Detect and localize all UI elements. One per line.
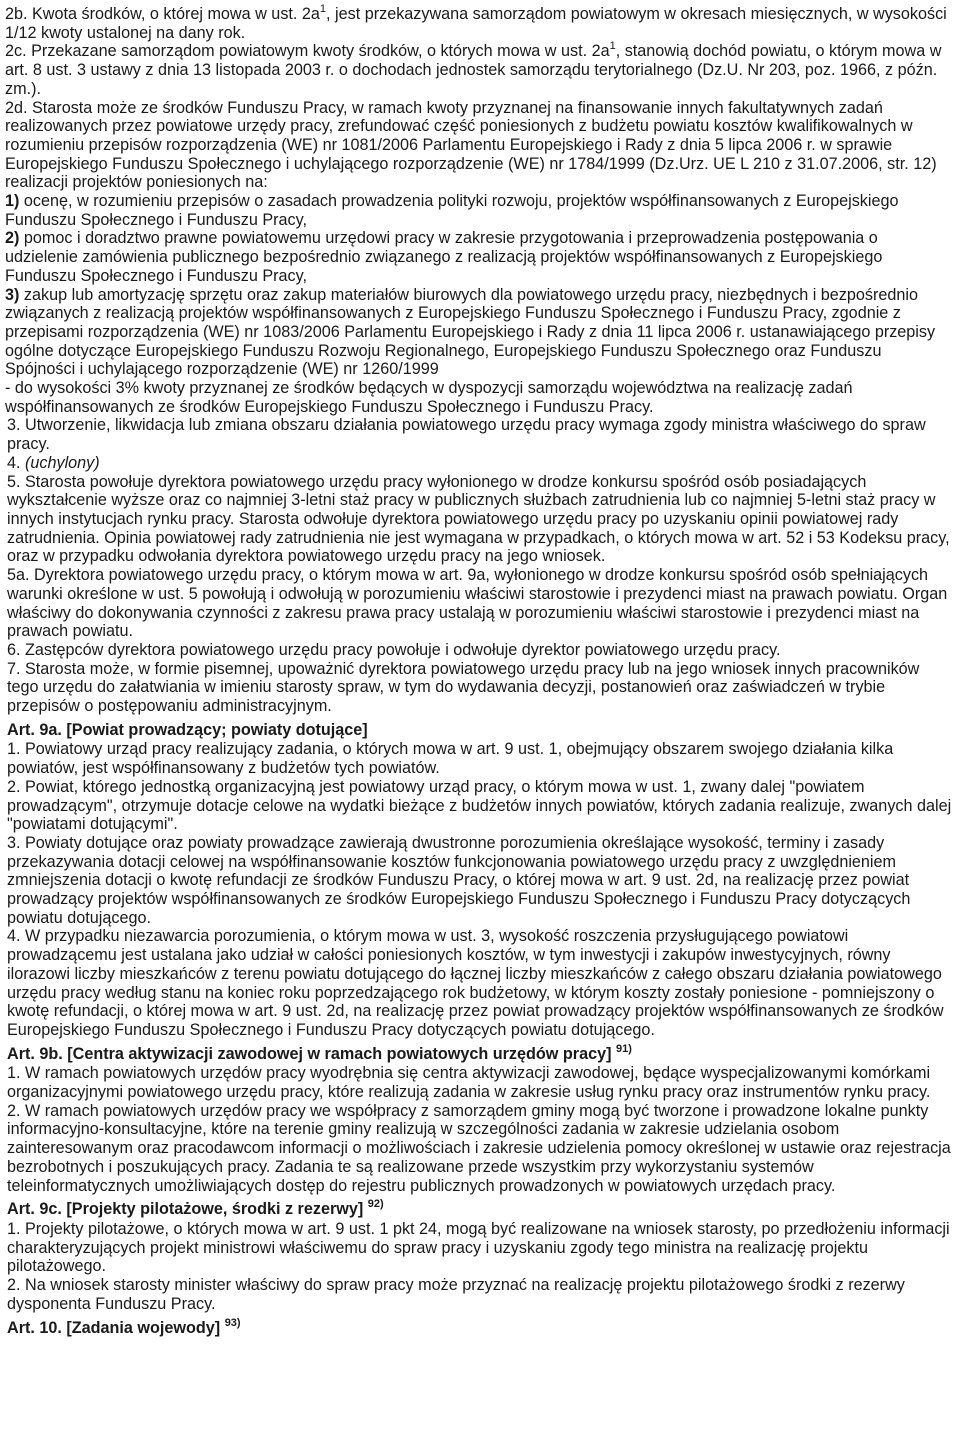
paragraph-6: 6. Zastępców dyrektora powiatowego urzędu pracy powołuje i odwołuje dyrektor powiatowego urzędu pracy. (7, 640, 781, 659)
superscript: 1 (609, 40, 616, 53)
superscript: 1 (319, 3, 327, 15)
article-9c-heading (5, 1197, 954, 1219)
article-10-heading (5, 1318, 954, 1337)
paragraph-2d-item-3 (5, 286, 954, 380)
paragraph-2d-item-2 (5, 229, 954, 285)
article-9b-heading (5, 1044, 954, 1063)
article-10-title: Art. 10. [Zadania wojewody] (7, 1318, 221, 1337)
item-text: zakup lub amortyzację sprzętu oraz zakup materiałów biurowych dla powiatowego urzędu pracy, niezbędnych i bezpośrednio związanych z realizacją projektów współfinansowanych z Europejskiego Funduszu Społecznego i Funduszu Pracy, zgodnie z przepisami rozporządzenia (WE) nr 1083/2006 Parlamentu Europejskiego i Rady z dnia 11 lipca 2006 r. ustanawiającego przepisy ogólne dotyczące Europejskiego Funduszu Rozwoju Regionalnego, Europejskiego Funduszu Społecznego oraz Funduszu Spójności i uchylającego rozporządzenie (WE) nr 1260/1999 (5, 285, 936, 379)
paragraph-2b-text: 2b. Kwota środków, o której mowa w ust. 2a (5, 5, 320, 23)
paragraph-5: 5. Starosta powołuje dyrektora powiatowego urzędu pracy wyłonionego w drodze konkursu spośród osób posiadających wykształcenie wyższe oraz co najmniej 3-letni staż pracy w publicznych służbach zatrudnienia lub co najmniej 5-letni staż pracy w innych instytucjach rynku pracy. Starosta odwołuje dyrektora powiatowego urzędu pracy po uzyskaniu opinii powiatowej rady zatrudnienia. Opinia powiatowej rady zatrudnienia nie jest wymagana w przypadkach, o których mowa w art. 52 i 53 Kodeksu pracy, oraz w przypadku odwołania dyrektora powiatowego urzędu pracy na jego wniosek. (7, 472, 950, 566)
article-9a-paragraph-3: 3. Powiaty dotujące oraz powiaty prowadzące zawierają dwustronne porozumienia określające wysokość, terminy i zasady przekazywania dotacji celowej na współfinansowanie kosztów funkcjonowania powiatowego urzędu pracy z uwzględnieniem zmniejszenia dotacji o kwotę refundacji ze środków Funduszu Pracy, o której mowa w art. 9 ust. 2d, na realizację przez powiat prowadzący projektów współfinansowanych ze środków Europejskiego Funduszu Społecznego i Funduszu Pracy dotyczących powiatu dotującego. (7, 833, 911, 927)
item-number: 1) (5, 192, 20, 211)
article-9b-paragraph-1: 1. W ramach powiatowych urzędów pracy wyodrębnia się centra aktywizacji zawodowej, będące wyspecjalizowanymi komórkami organizacyjnymi powiatowego urzędu pracy, które realizują zadania w zakresie usług rynku pracy oraz instrumentów rynku pracy. (7, 1064, 931, 1102)
article-9c-paragraph-2: 2. Na wniosek starosty minister właściwy do spraw pracy może przyznać na realizację projektu pilotażowego środki z rezerwy dysponenta Funduszu Pracy. (7, 1276, 905, 1313)
paragraph-2c (5, 42, 954, 98)
article-9c-title: Art. 9c. [Projekty pilotażowe, środki z rezerwy] (7, 1199, 364, 1219)
article-9a-heading: Art. 9a. [Powiat prowadzący; powiaty dotujące] (7, 720, 368, 740)
footnote-ref: 91) (615, 1042, 632, 1055)
paragraph-3: 3. Utworzenie, likwidacja lub zmiana obszaru działania powiatowego urzędu pracy wymaga zgody ministra właściwego do spraw pracy. (7, 416, 926, 454)
paragraph-2d-tail: - do wysokości 3% kwoty przyznanej ze środków będących w dyspozycji samorządu województwa na realizację zadań współfinansowanych ze środków Europejskiego Funduszu Społecznego i Funduszu Pracy. (5, 379, 853, 416)
item-text: pomoc i doradztwo prawne powiatowemu urzędowi pracy w zakresie przygotowania i przeprowadzenia postępowania o udzielenie zamówienia publicznego bezpośrednio związanego z realizacją projektów współfinansowanych z Europejskiego Funduszu Społecznego i Funduszu Pracy, (5, 229, 883, 285)
paragraph-2b (5, 5, 954, 42)
paragraph-7: 7. Starosta może, w formie pisemnej, upoważnić dyrektora powiatowego urzędu pracy lub na jego wniosek innych pracowników tego urzędu do załatwiania w imieniu starosty spraw, w tym do wydawania decyzji, postanowień oraz zaświadczeń w trybie przepisów o postępowaniu administracyjnym. (7, 659, 920, 716)
article-9c-paragraph-1: 1. Projekty pilotażowe, o których mowa w art. 9 ust. 1 pkt 24, mogą być realizowane na wniosek starosty, po przedłożeniu informacji charakteryzujących projekt ministrowi właściwemu do spraw pracy i uzyskaniu zgody tego ministra na realizację projektu pilotażowego. (7, 1220, 950, 1276)
footnote-ref: 93) (224, 1316, 241, 1329)
item-number: 2) (5, 229, 20, 248)
paragraph-4 (5, 454, 954, 473)
footnote-ref: 92) (367, 1197, 384, 1211)
paragraph-2d-item-1 (5, 192, 954, 229)
article-9a-paragraph-4: 4. W przypadku niezawarcia porozumienia, o którym mowa w ust. 3, wysokość roszczenia przysługującego powiatowi prowadzącemu jest ustalana jako udział w całości poniesionych kosztów, w tym inwestycji i zakupów inwestycyjnych, równy ilorazowi liczby mieszkańców z terenu powiatu dotującego do łącznej liczby mieszkańców z całego obszaru działania powiatowego urzędu pracy według stanu na koniec roku poprzedzającego rok budżetowy, w którym koszty zostały poniesione - pomniejszony o kwotę refundacji, o której mowa w art. 9 ust. 2d, na realizację przez powiat prowadzący projektów współfinansowanych ze środków Europejskiego Funduszu Społecznego i Funduszu Pracy dotyczących powiatu dotującego. (7, 927, 944, 1039)
paragraph-2d: 2d. Starosta może ze środków Funduszu Pracy, w ramach kwoty przyznanej na finansowanie innych fakultatywnych zadań realizowanych przez powiatowe urzędy pracy, zrefundować część poniesionych z budżetu powiatu kosztów kwalifikowalnych w rozumieniu przepisów rozporządzenia (WE) nr 1081/2006 Parlamentu Europejskiego i Rady z dnia 5 lipca 2006 r. w sprawie Europejskiego Funduszu Społecznego i uchylającego rozporządzenie (WE) nr 1784/1999 (Dz.Urz. UE L 210 z 31.07.2006, str. 12) realizacji projektów poniesionych na: (5, 98, 937, 192)
item-text: ocenę, w rozumieniu przepisów o zasadach prowadzenia polityki rozwoju, projektów współfinansowanych z Europejskiego Funduszu Społecznego i Funduszu Pracy, (5, 192, 899, 229)
article-9b-title: Art. 9b. [Centra aktywizacji zawodowej w ramach powiatowych urzędów pracy] (7, 1044, 612, 1064)
paragraph-5a: 5a. Dyrektora powiatowego urzędu pracy, o którym mowa w art. 9a, wyłonionego w drodze konkursu spośród osób spełniających warunki określone w ust. 5 powołują i odwołują w porozumieniu właściwi starostowie i prezydenci miast na prawach powiatu. Organ właściwy do dokonywania czynności z zakresu prawa pracy ustalają w porozumieniu właściwi starostowie i prezydenci miast na prawach powiatu. (7, 566, 948, 641)
paragraph-2b-text-cont: , jest przekazywana samorządom powiatowym w okresach miesięcznych, w wysokości 1/12 kwoty ustalonej na dany rok. (5, 5, 947, 42)
article-9a-paragraph-1: 1. Powiatowy urząd pracy realizujący zadania, o których mowa w art. 9 ust. 1, obejmujący obszarem swojego działania kilka powiatów, jest współfinansowany z budżetów tych powiatów. (7, 740, 894, 778)
paragraph-2c-text: 2c. Przekazane samorządom powiatowym kwoty środków, o których mowa w ust. 2a (5, 42, 610, 61)
paragraph-2c-text-cont: , stanowią dochód powiatu, o którym mowa w art. 8 ust. 3 ustawy z dnia 13 listopada 2003 r. o dochodach jednostek samorządu terytorialnego (Dz.U. Nr 203, poz. 1966, z późn. zm.). (5, 42, 942, 98)
item-number: 4. (7, 453, 25, 472)
article-9b-paragraph-2: 2. W ramach powiatowych urzędów pracy we współpracy z samorządem gminy mogą być tworzone i prowadzone lokalne punkty informacyjno-konsultacyjne, które na terenie gminy realizują w szczególności zadania w zakresie udzielania osobom zainteresowanym oraz pracodawcom informacji o możliwościach i zakresie udzielenia pomocy określonej w ustawie oraz rejestracja bezrobotnych i poszukujących pracy. Zadania te są realizowane przede wszystkim przy wykorzystaniu systemów teleinformatycznych umożliwiających dostęp do rejestru publicznych prowadzonych w powiatowych urzędach pracy. (7, 1101, 951, 1195)
article-9a-paragraph-2: 2. Powiat, którego jednostką organizacyjną jest powiatowy urząd pracy, o którym mowa w ust. 1, zwany dalej "powiatem prowadzącym", otrzymuje dotacje celowe na wydatki bieżące z budżetów innych powiatów, których zadania realizuje, zwanych dalej "powiatami dotującymi". (7, 777, 952, 834)
item-number: 3) (5, 285, 20, 304)
repealed-note: (uchylony) (25, 453, 100, 472)
